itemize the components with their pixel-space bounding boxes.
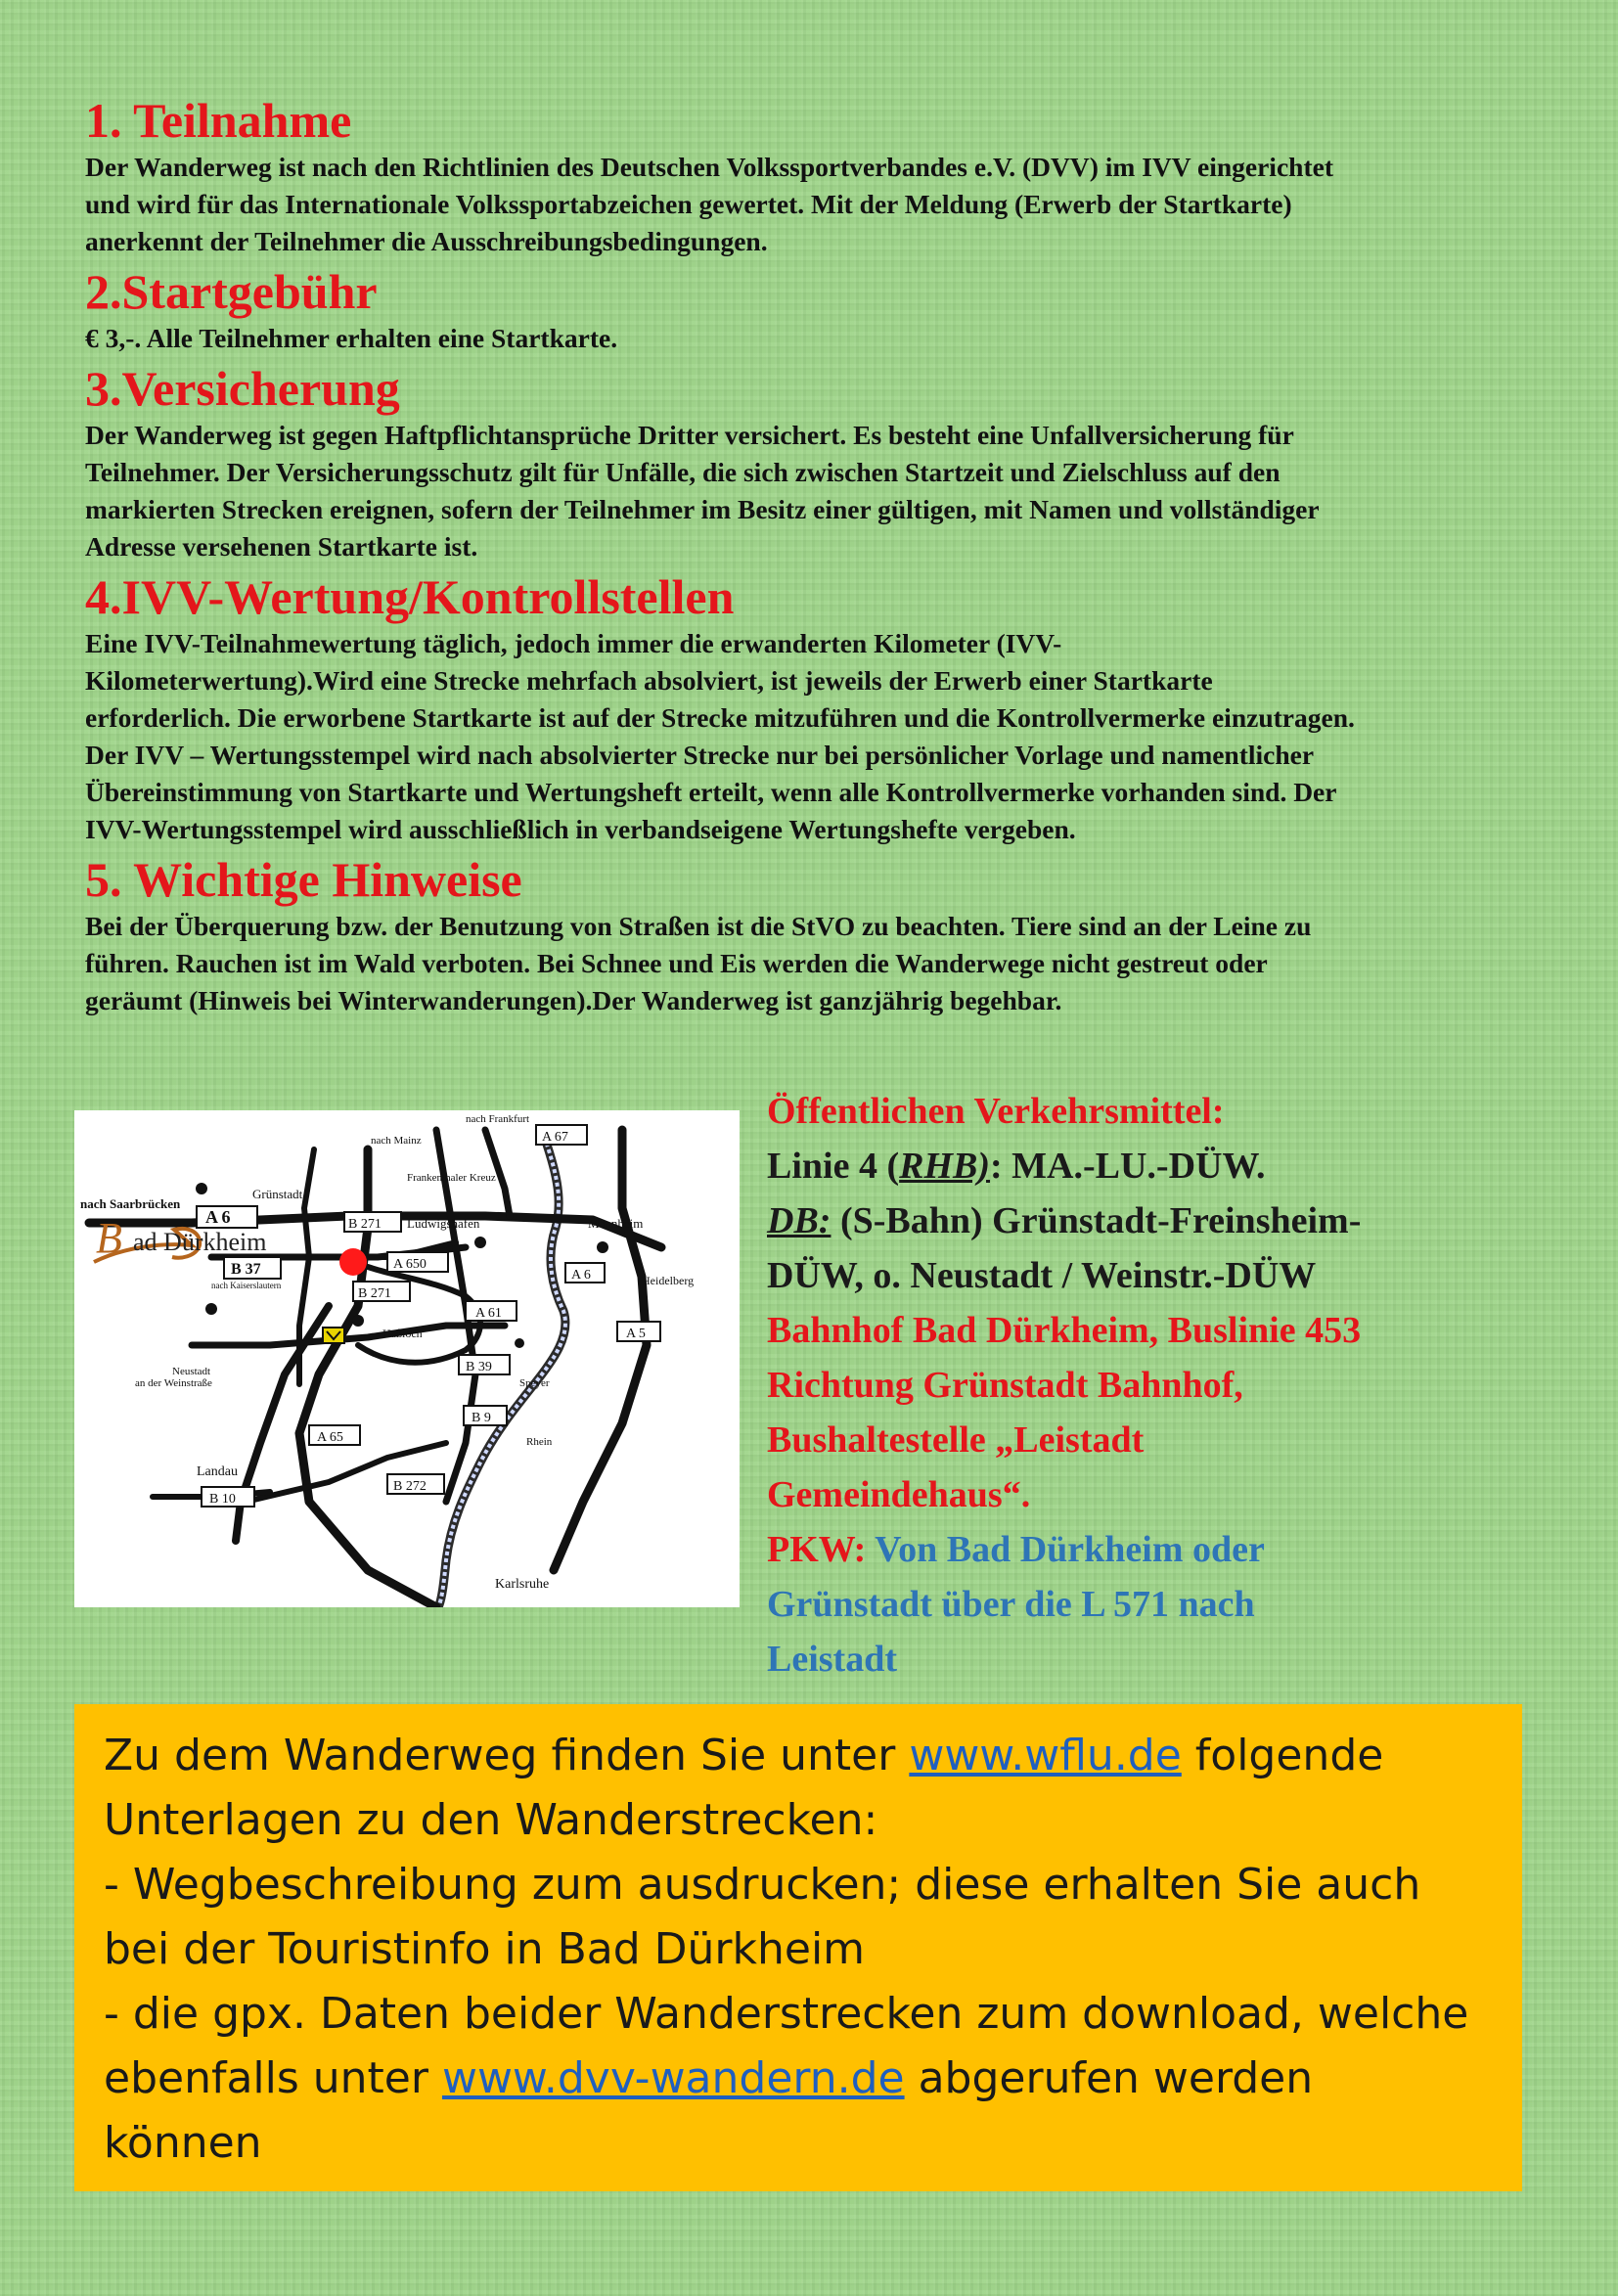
text-versicherung xyxy=(85,417,1552,565)
map-label: Rhein xyxy=(526,1436,553,1448)
transit-line4-prefix: Linie 4 ( xyxy=(767,1146,900,1187)
map-label: B 10 xyxy=(209,1492,236,1507)
heading-startgebuehr: 2.Startgebühr xyxy=(85,264,378,319)
info-line: - die gpx. Daten beider Wanderstrecken zum download, welche xyxy=(104,1989,1469,2039)
map-label: Frankenthaler Kreuz xyxy=(407,1172,496,1184)
info-line: - Wegbeschreibung zum ausdrucken; diese erhalten Sie auch xyxy=(104,1860,1421,1910)
transit-bus-line: Gemeindehaus“. xyxy=(767,1474,1031,1515)
text-ivv-wertung xyxy=(85,625,1552,848)
map-label: Neustadt xyxy=(172,1366,211,1377)
map-label: B 39 xyxy=(466,1360,492,1374)
transit-db xyxy=(767,1193,1589,1248)
text-line: IVV-Wertungsstempel wird ausschließlich in verbandseigene Wertungshefte vergeben. xyxy=(85,814,1076,844)
map-label: B 37 xyxy=(231,1261,261,1278)
map-label: A 650 xyxy=(393,1257,427,1272)
map-label: A 6 xyxy=(205,1207,231,1227)
map-label: Grünstadt xyxy=(252,1187,303,1201)
map-label: Mannheim xyxy=(588,1216,644,1231)
transit-db-label: DB: xyxy=(767,1200,831,1241)
text-line: Übereinstimmung von Startkarte und Wertungsheft erteilt, wenn alle Kontrollvermerke vorhanden sind. Der xyxy=(85,777,1337,807)
info-line xyxy=(104,1724,1493,1788)
text-line: Adresse versehenen Startkarte ist. xyxy=(85,531,478,562)
map-label: Karlsruhe xyxy=(495,1577,550,1592)
map-label: B 9 xyxy=(472,1411,491,1425)
text-line: markierten Strecken ereignen, sofern der Teilnehmer im Besitz einer gültigen, mit Namen und vollständiger xyxy=(85,494,1320,524)
heading-versicherung: 3.Versicherung xyxy=(85,361,400,416)
text-teilnahme xyxy=(85,149,1552,260)
text-line: € 3,-. Alle Teilnehmer erhalten eine Startkarte. xyxy=(85,323,618,353)
map-label: nach Mainz xyxy=(371,1135,422,1147)
transit-line4 xyxy=(767,1139,1589,1193)
transit-bus-line: Bushaltestelle „Leistadt xyxy=(767,1419,1145,1461)
heading-hinweise: 5. Wichtige Hinweise xyxy=(85,852,522,907)
transit-db-route: (S-Bahn) Grünstadt-Freinsheim- xyxy=(831,1200,1362,1241)
map-label: A 67 xyxy=(542,1130,568,1145)
text-startgebuehr xyxy=(85,320,1552,357)
download-info-box xyxy=(74,1704,1522,2191)
wflu-link[interactable]: www.wflu.de xyxy=(909,1731,1182,1780)
transit-db-route-2: DÜW, o. Neustadt / Weinstr.-DÜW xyxy=(767,1255,1317,1296)
text-line: Bei der Überquerung bzw. der Benutzung von Straßen ist die StVO zu beachten. Tiere sind an der Leine zu xyxy=(85,911,1312,941)
map-label: an der Weinstraße xyxy=(135,1377,212,1389)
map-label: A 5 xyxy=(626,1327,646,1341)
transit-bus-line: Richtung Grünstadt Bahnhof, xyxy=(767,1365,1243,1406)
route-map xyxy=(74,1110,740,1607)
text-line: Der Wanderweg ist nach den Richtlinien des Deutschen Volkssportverbandes e.V. (DVV) im IVV eingerichtet xyxy=(85,152,1333,182)
map-label: Landau xyxy=(197,1464,238,1479)
transit-bus-line: Bahnhof Bad Dürkheim, Buslinie 453 xyxy=(767,1310,1362,1351)
transit-pkw-line: Leistadt xyxy=(767,1639,897,1680)
info-line: Unterlagen zu den Wanderstrecken: xyxy=(104,1795,878,1845)
location-dot xyxy=(339,1248,367,1276)
text-line: Teilnehmer. Der Versicherungsschutz gilt für Unfälle, die sich zwischen Startzeit und Zielschluss auf den xyxy=(85,457,1281,487)
info-line: können xyxy=(104,2118,262,2168)
text-line: Eine IVV-Teilnahmewertung täglich, jedoch immer die erwanderten Kilometer (IVV- xyxy=(85,628,1062,658)
text-line: Der Wanderweg ist gegen Haftpflichtansprüche Dritter versichert. Es besteht eine Unfallversicherung für xyxy=(85,420,1294,450)
info-text: ebenfalls unter xyxy=(104,2053,442,2103)
map-label: Haßloch xyxy=(382,1327,423,1340)
map-label: Heidelberg xyxy=(642,1274,695,1287)
heading-ivv-wertung: 4.IVV-Wertung/Kontrollstellen xyxy=(85,569,735,624)
text-line: Der IVV – Wertungsstempel wird nach absolvierter Strecke nur bei persönlicher Vorlage und namentlicher xyxy=(85,740,1315,770)
road-b271 xyxy=(299,1149,314,1384)
map-label: B 271 xyxy=(348,1217,382,1232)
text-line: erforderlich. Die erworbene Startkarte ist auf der Strecke mitzuführen und die Kontrollvermerke einzutragen. xyxy=(85,702,1355,733)
transport-info xyxy=(767,1084,1589,1687)
dvv-wandern-link[interactable]: www.dvv-wandern.de xyxy=(441,2053,905,2103)
text-hinweise xyxy=(85,908,1552,1019)
map-label: A 61 xyxy=(475,1306,502,1321)
transit-heading: Öffentlichen Verkehrsmittel: xyxy=(767,1091,1225,1132)
conditions-content xyxy=(85,93,1552,1023)
text-line: führen. Rauchen ist im Wald verboten. Bei Schnee und Eis werden die Wanderwege nicht gestreut oder xyxy=(85,948,1268,978)
text-line: Kilometerwertung).Wird eine Strecke mehrfach absolviert, ist jeweils der Erwerb einer Startkarte xyxy=(85,665,1213,696)
svg-text:B: B xyxy=(96,1214,122,1262)
heading-teilnahme: 1. Teilnahme xyxy=(85,93,352,148)
road-a5 xyxy=(554,1130,647,1570)
map-label: B 272 xyxy=(393,1479,427,1494)
transit-pkw-line: Grünstadt über die L 571 nach xyxy=(767,1584,1255,1625)
map-label: ad Dürkheim xyxy=(133,1228,267,1256)
info-line: bei der Touristinfo in Bad Dürkheim xyxy=(104,1924,866,1974)
info-line xyxy=(104,2047,1493,2111)
info-text: abgerufen werden xyxy=(904,2053,1314,2103)
transit-rhb: RHB) xyxy=(899,1146,991,1187)
transit-line4-route: : MA.-LU.-DÜW. xyxy=(990,1146,1266,1187)
info-text: folgende xyxy=(1181,1731,1384,1780)
map-label: nach Kaiserslautern xyxy=(211,1281,282,1290)
map-label: A 65 xyxy=(317,1430,343,1445)
info-text: Zu dem Wanderweg finden Sie unter xyxy=(104,1731,910,1780)
transit-pkw-text: Von Bad Dürkheim oder xyxy=(866,1529,1265,1570)
transit-pkw-label: PKW: xyxy=(767,1529,867,1570)
text-line: und wird für das Internationale Volkssportabzeichen gewertet. Mit der Meldung (Erwerb der Startkarte) xyxy=(85,189,1292,219)
text-line: geräumt (Hinweis bei Winterwanderungen).Der Wanderweg ist ganzjährig begehbar. xyxy=(85,985,1062,1015)
map-label: Speyer xyxy=(519,1377,550,1389)
marker-icon xyxy=(323,1328,344,1343)
map-label: Ludwigshafen xyxy=(407,1216,480,1231)
map-label: nach Frankfurt xyxy=(466,1113,530,1125)
map-label: B 271 xyxy=(358,1286,391,1301)
map-label: nach Saarbrücken xyxy=(80,1196,181,1211)
text-line: anerkennt der Teilnehmer die Ausschreibungsbedingungen. xyxy=(85,226,768,256)
map-label: A 6 xyxy=(571,1268,591,1283)
transit-pkw xyxy=(767,1522,1589,1577)
